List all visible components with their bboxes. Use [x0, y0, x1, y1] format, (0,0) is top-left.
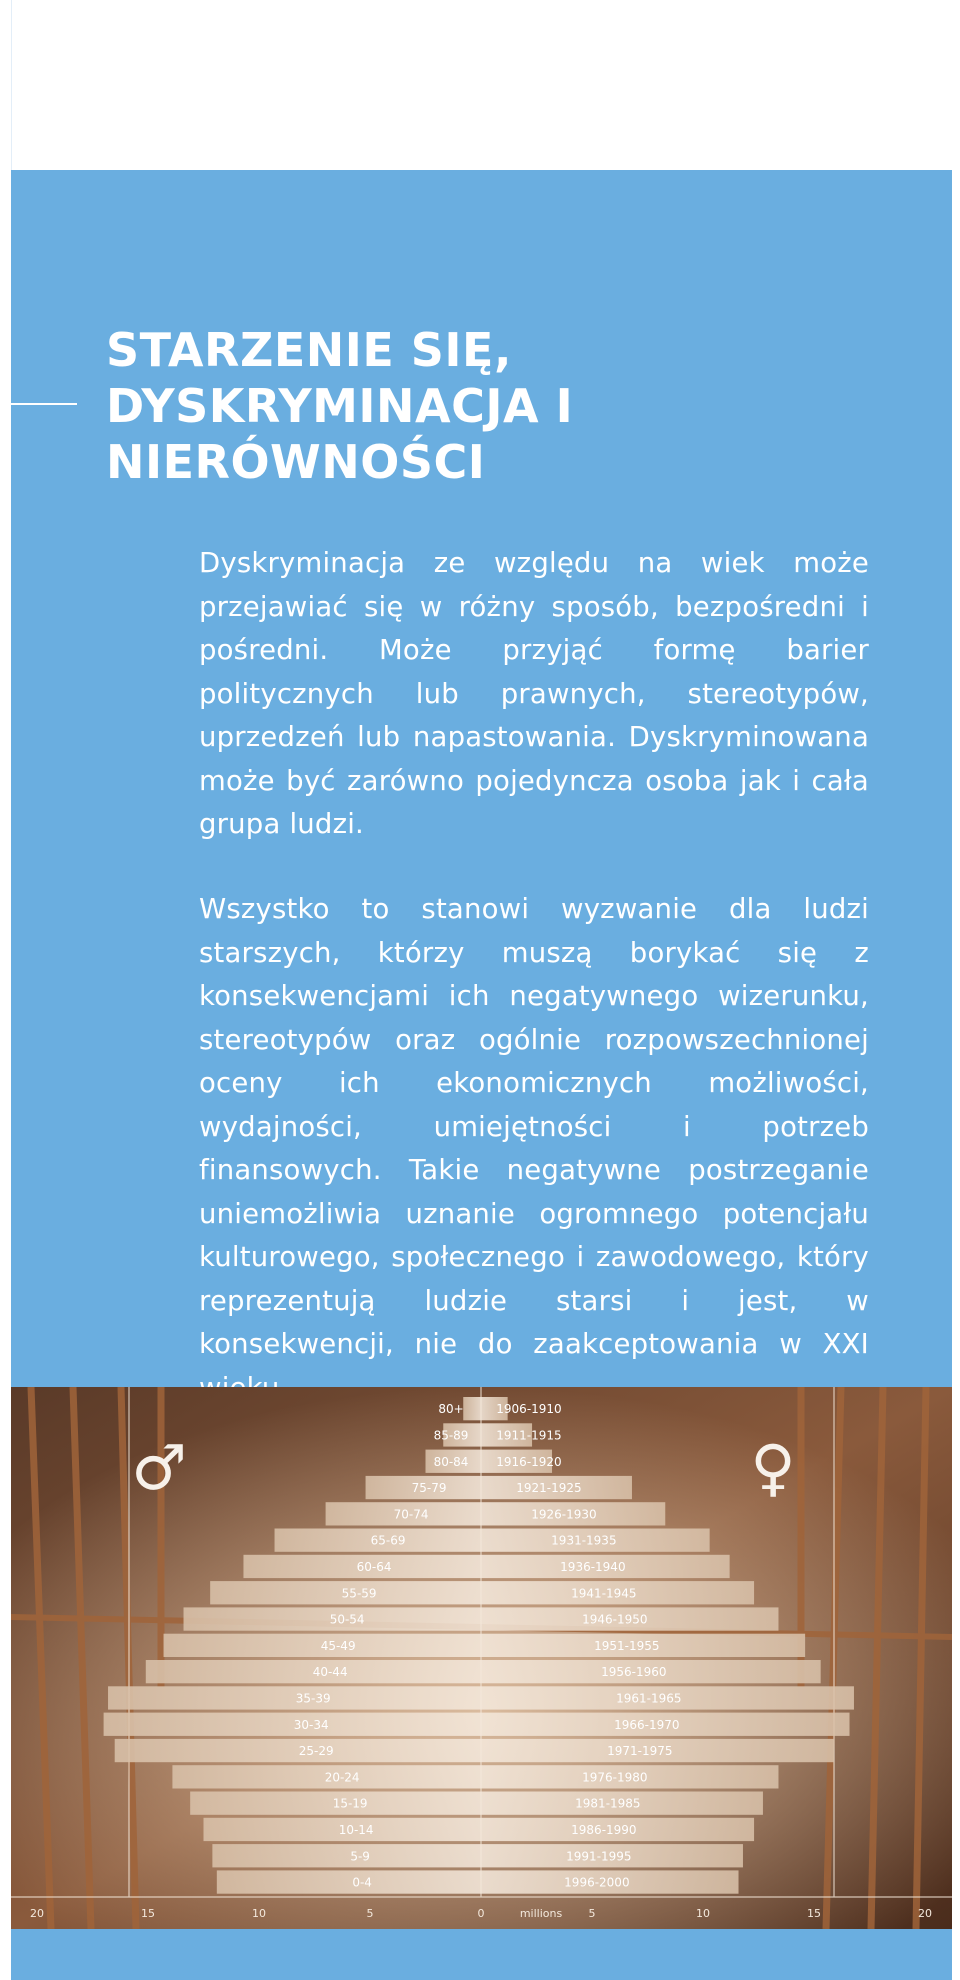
- age-group-label: 70-74: [393, 1507, 429, 1522]
- x-tick-label: 20: [918, 1907, 932, 1920]
- birth-year-label: 1981-1985: [575, 1796, 641, 1811]
- birth-year-label: 1976-1980: [582, 1770, 648, 1785]
- birth-year-label: 1921-1925: [516, 1481, 582, 1496]
- birth-year-label: 1966-1970: [614, 1717, 680, 1732]
- birth-year-label: 1936-1940: [560, 1559, 626, 1574]
- x-tick-label: 15: [807, 1907, 821, 1920]
- top-guide-line: [11, 0, 12, 170]
- age-group-label: 65-69: [370, 1533, 406, 1548]
- birth-year-label: 1956-1960: [601, 1665, 667, 1680]
- age-group-label: 80-84: [433, 1454, 469, 1469]
- age-group-label: 50-54: [329, 1612, 365, 1627]
- age-group-label: 85-89: [433, 1428, 469, 1443]
- page-title: STARZENIE SIĘ, DYSKRYMINACJA I NIERÓWNOŚCI: [106, 323, 574, 489]
- age-group-label: 30-34: [293, 1717, 329, 1732]
- bar-male-5-9: [212, 1844, 481, 1867]
- age-group-label: 25-29: [298, 1744, 334, 1759]
- birth-year-label: 1911-1915: [496, 1428, 562, 1443]
- female-symbol: ♀: [750, 1431, 796, 1504]
- age-group-label: 45-49: [320, 1638, 356, 1653]
- age-group-label: 75-79: [411, 1481, 447, 1496]
- age-group-label: 10-14: [338, 1822, 374, 1837]
- paragraph-1: Dyskryminacja ze względu na wiek może przejawiać się w różny sposób, bezpośredni i pośredni. Może przyjąć formę barier politycznych lub prawnych, stereotypów, uprzedzeń lub napastowania. Dyskryminowana może być zarówno pojedyncza osoba jak i cała grupa ludzi.: [199, 547, 869, 840]
- x-tick-label: 10: [252, 1907, 266, 1920]
- birth-year-label: 1991-1995: [566, 1849, 632, 1864]
- male-symbol: ♂: [131, 1431, 187, 1504]
- age-group-label: 15-19: [332, 1796, 368, 1811]
- birth-year-label: 1926-1930: [531, 1507, 597, 1522]
- bar-male-0-4: [217, 1870, 481, 1893]
- bar-male-30-34: [104, 1713, 481, 1736]
- birth-year-label: 1986-1990: [571, 1822, 637, 1837]
- age-group-label: 0-4: [352, 1875, 372, 1890]
- birth-year-label: 1996-2000: [564, 1875, 630, 1890]
- population-pyramid-chart: [11, 1387, 952, 1929]
- age-group-label: 40-44: [312, 1665, 348, 1680]
- bar-male-35-39: [108, 1686, 481, 1709]
- age-group-label: 5-9: [350, 1849, 370, 1864]
- birth-year-label: 1946-1950: [582, 1612, 648, 1627]
- birth-year-label: 1931-1935: [551, 1533, 617, 1548]
- age-group-label: 55-59: [341, 1586, 377, 1601]
- x-tick-label: 10: [696, 1907, 710, 1920]
- x-tick-label: 5: [588, 1907, 596, 1920]
- x-tick-label: 0: [477, 1907, 485, 1920]
- title-rule: [11, 403, 77, 405]
- birth-year-label: 1941-1945: [571, 1586, 637, 1601]
- birth-year-label: 1971-1975: [607, 1744, 673, 1759]
- x-tick-label: 20: [30, 1907, 44, 1920]
- x-tick-label: 5: [366, 1907, 374, 1920]
- population-pyramid-photo: [11, 1387, 952, 1929]
- x-tick-label: 15: [141, 1907, 155, 1920]
- bar-male-80+: [463, 1397, 481, 1420]
- age-group-label: 60-64: [356, 1559, 392, 1574]
- birth-year-label: 1916-1920: [496, 1454, 562, 1469]
- content-panel: [11, 170, 952, 1980]
- paragraph-2: Wszystko to stanowi wyzwanie dla ludzi starszych, którzy muszą borykać się z konsekwencjami ich negatywnego wizerunku, stereotypów oraz ogólnie rozpowszechnionej oceny ich ekonomicznych możliwości, wydajności, umiejętności i potrzeb finansowych. Takie negatywne postrzeganie uniemożliwia uznanie ogromnego potencjału kulturowego, społecznego i zawodowego, który reprezentują ludzie starsi i jest, w konsekwencji, nie do zaakceptowania w XXI: [199, 893, 869, 1360]
- age-group-label: 35-39: [295, 1691, 331, 1706]
- age-group-label: 80+: [438, 1402, 464, 1417]
- x-axis-unit: millions: [519, 1907, 563, 1920]
- age-group-label: 20-24: [324, 1770, 360, 1785]
- birth-year-label: 1906-1910: [496, 1402, 562, 1417]
- birth-year-label: 1951-1955: [594, 1638, 660, 1653]
- birth-year-label: 1961-1965: [616, 1691, 682, 1706]
